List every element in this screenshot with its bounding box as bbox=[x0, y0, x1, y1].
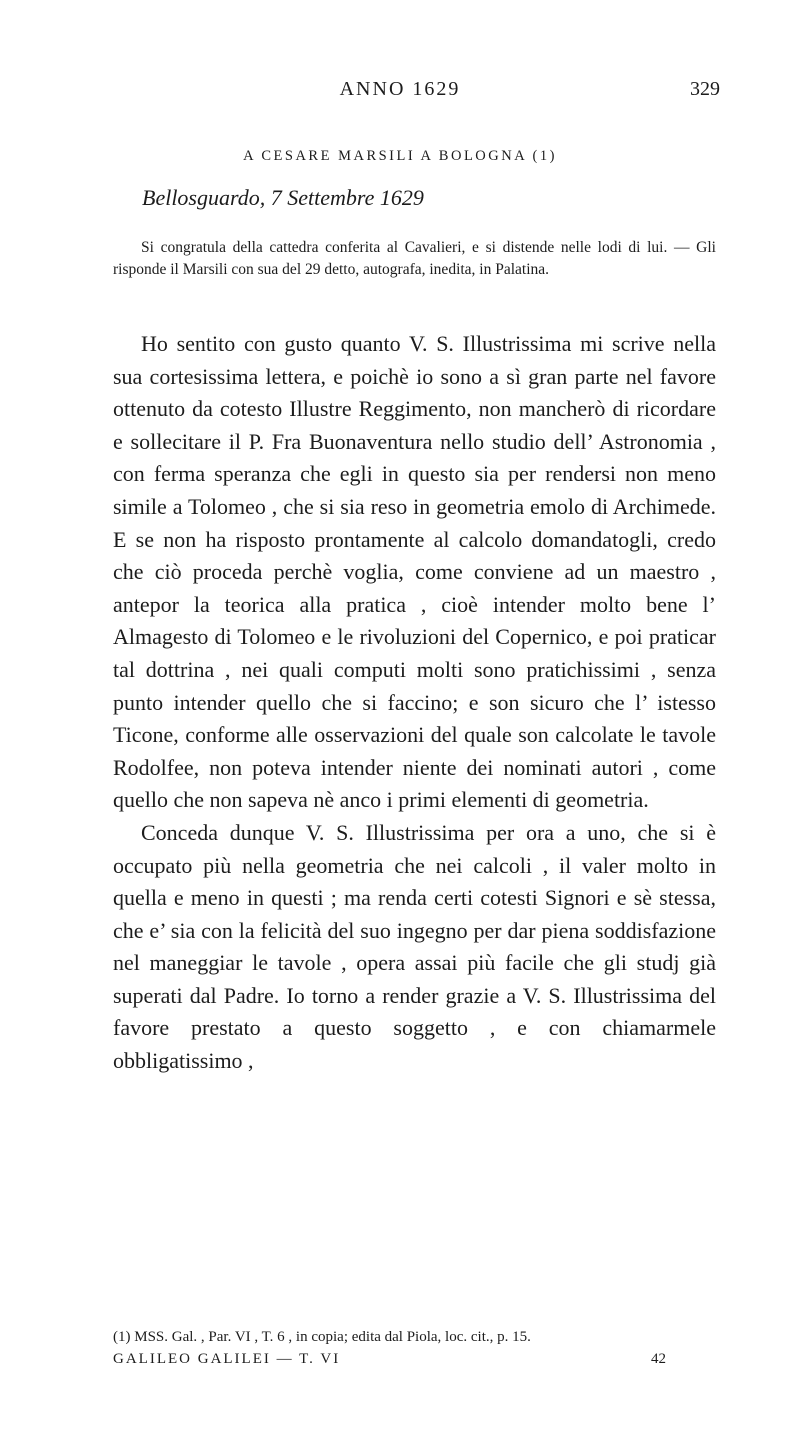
dateline-place: Bellosguardo, bbox=[142, 185, 266, 210]
letter-body bbox=[113, 328, 716, 1078]
signature-line bbox=[113, 1348, 716, 1370]
sheet-signature: 42 bbox=[651, 1351, 666, 1367]
paragraph: Conceda dunque V. S. Illustrissima per ora a uno, che si è occupato più nella geometria che nei calcoli , il valer molto in quella e meno in questi ; ma renda certi cotesti Signori e sè stessa, che e’ sia con la felicità del suo ingegno per dar piena soddisfazione nel maneggiar le tavole , opera assai più facile che gli studj già superati dal Padre. Io torno a render grazie a V. S. Illustrissima del favore prestato a questo soggetto , e con chiamarmele obbligatissimo , bbox=[113, 819, 716, 1074]
page-number: 329 bbox=[690, 78, 720, 100]
running-title: ANNO 1629 bbox=[339, 78, 461, 100]
dateline bbox=[142, 185, 424, 211]
volume-signature: GALILEO GALILEI — T. VI bbox=[113, 1351, 341, 1367]
letter-abstract: Si congratula della cattedra conferita al Cavalieri, e si distende nelle lodi di lui. — Gli risponde il Marsili con sua del 29 detto, autografa, inedita, in Palatina. bbox=[113, 239, 716, 278]
dateline-date: 7 Settembre 1629 bbox=[270, 185, 424, 210]
letter-heading: A CESARE MARSILI A BOLOGNA (1) bbox=[243, 148, 557, 164]
footnote: (1) MSS. Gal. , Par. VI , T. 6 , in copia; edita dal Piola, loc. cit., p. 15. bbox=[113, 1329, 531, 1345]
page-header bbox=[0, 78, 800, 108]
paragraph: Ho sentito con gusto quanto V. S. Illustrissima mi scrive nella sua cortesissima lettera, e poichè io sono a sì gran parte nel favore ottenuto da cotesto Illustre Reggimento, non mancherò di ricordare e sollecitare il P. Fra Buonaventura nello studio dell’ Astronomia , con ferma speranza che egli in questo sia per rendersi non meno simile a Tolomeo , che si sia reso in geometria emolo di Archimede. E se non ha risposto prontamente al calcolo domandatogli, credo che ciò proceda perchè voglia, come conviene ad un maestro , antepor la teorica alla pratica , cioè intender molto bene l’ Almagesto di Tolomeo e le rivoluzioni del Copernico, e poi praticar tal dottrina , nei quali computi molti sono pratichissimi , senza punto intender quello che si faccino; e son sicuro che l’ istesso Ticone, conforme alle osservazioni del quale son calcolate le tavole Rodolfee, non poteva intender niente dei nominati autori , come quello che non sapeva nè anco i primi elementi di geometria. bbox=[113, 331, 716, 813]
